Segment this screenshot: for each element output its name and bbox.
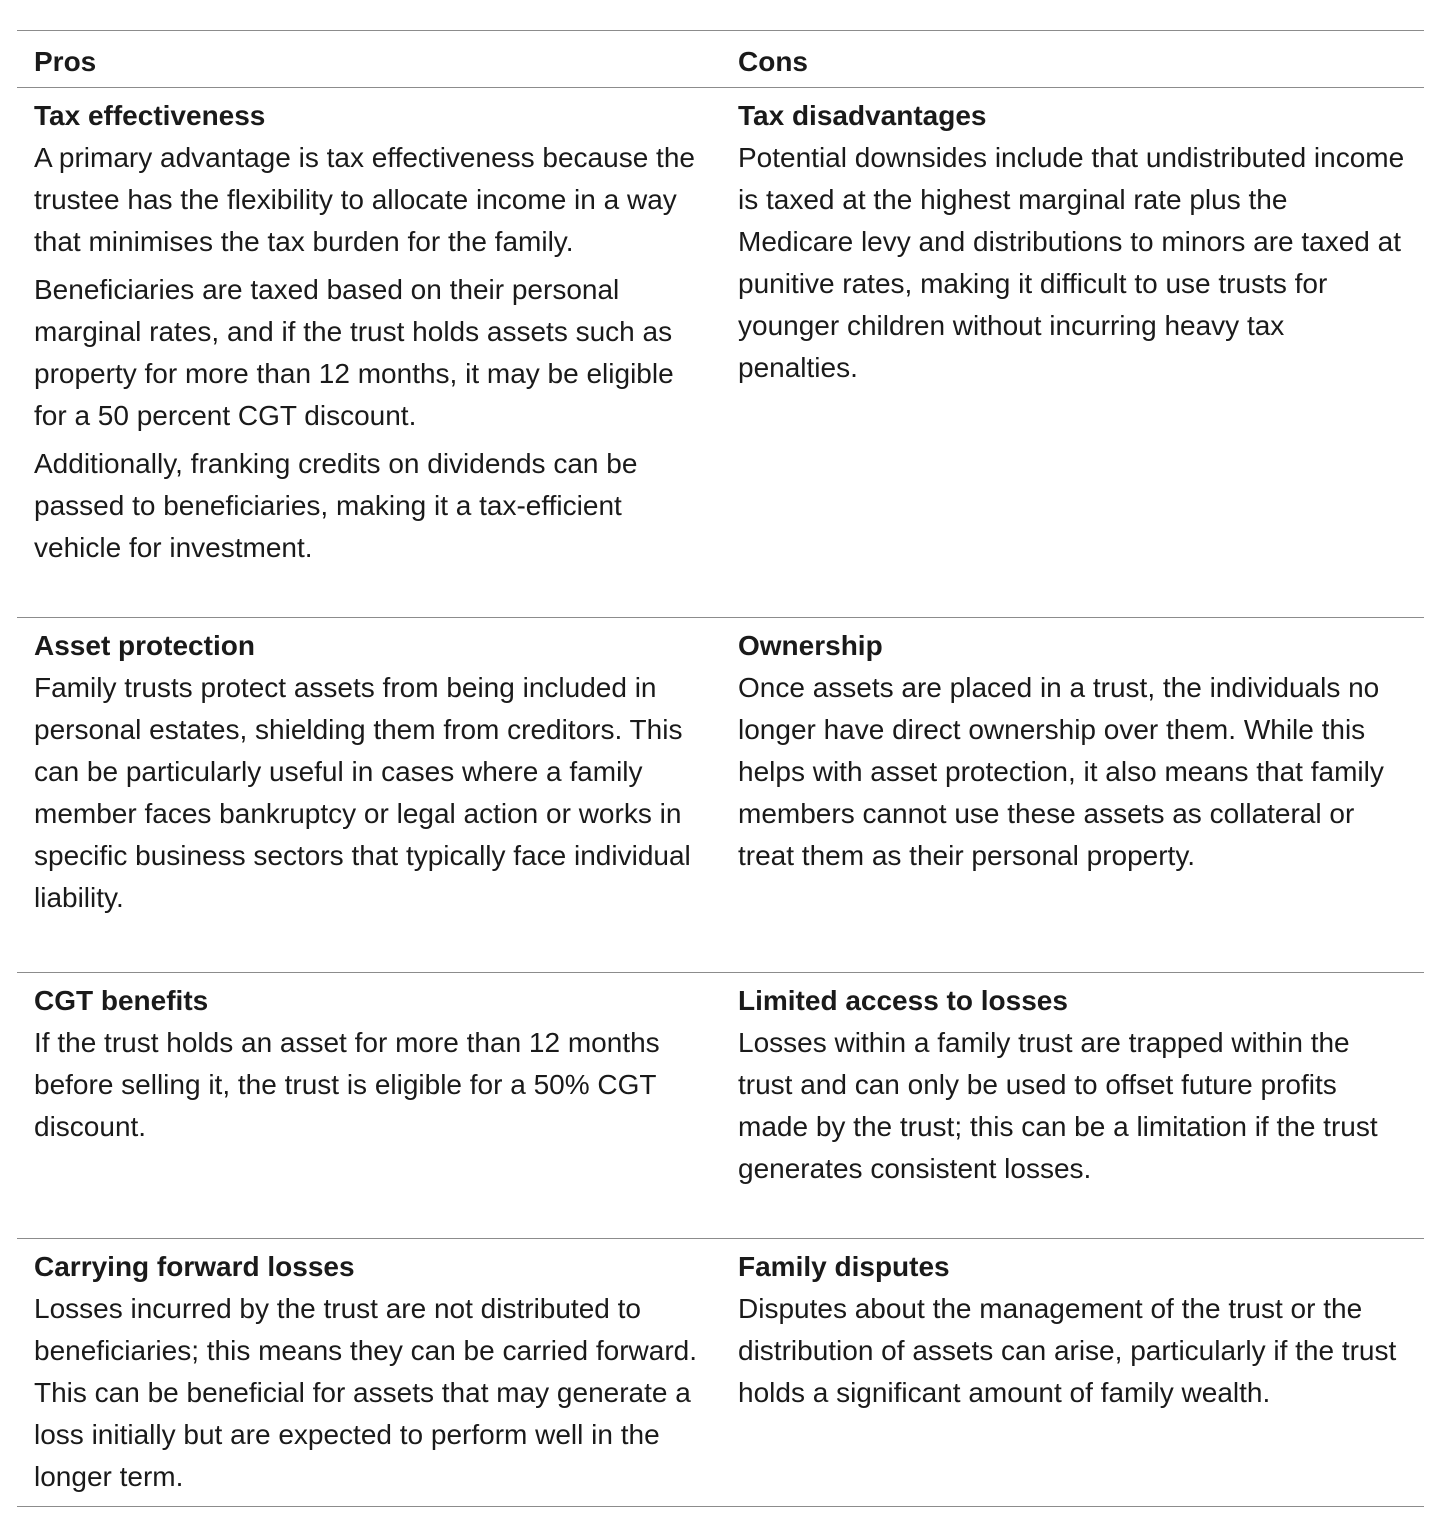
table-row (17, 973, 1424, 1239)
con-heading: Limited access to losses (738, 985, 1068, 1016)
table-row (17, 1239, 1424, 1507)
cons-column-header: Cons (738, 46, 808, 77)
pro-cell (17, 88, 721, 618)
pros-cons-table (17, 30, 1424, 1507)
pro-heading: Asset protection (34, 630, 255, 661)
pro-cell (17, 1239, 721, 1507)
con-paragraph: Potential downsides include that undistributed income is taxed at the highest marginal rate plus the Medicare levy and distributions to minors are taxed at punitive rates, making it difficult to use trusts for younger children without incurring heavy tax penalties. (738, 142, 1405, 383)
con-paragraph: Once assets are placed in a trust, the individuals no longer have direct ownership over them. While this helps with asset protection, it also means that family members cannot use these assets as collateral or treat them as their personal property. (738, 672, 1384, 871)
pro-paragraph: Additionally, franking credits on dividends can be passed to beneficiaries, making it a tax-efficient vehicle for investment. (34, 448, 638, 563)
con-heading: Ownership (738, 630, 883, 661)
con-heading: Family disputes (738, 1251, 950, 1282)
con-paragraph: Losses within a family trust are trapped within the trust and can only be used to offset future profits made by the trust; this can be a limitation if the trust generates consistent losses. (738, 1027, 1378, 1184)
pro-heading: Tax effectiveness (34, 100, 266, 131)
con-cell (721, 1239, 1424, 1507)
table-header-row (17, 31, 1424, 88)
con-paragraph: Disputes about the management of the trust or the distribution of assets can arise, particularly if the trust holds a significant amount of family wealth. (738, 1293, 1397, 1408)
con-cell (721, 973, 1424, 1239)
pro-paragraph: Losses incurred by the trust are not distributed to beneficiaries; this means they can be carried forward. This can be beneficial for assets that may generate a loss initially but are expected to perform well in the longer term. (34, 1293, 697, 1492)
pros-column-header: Pros (34, 46, 97, 77)
pro-heading: CGT benefits (34, 985, 209, 1016)
pro-paragraph: A primary advantage is tax effectiveness because the trustee has the flexibility to allocate income in a way that minimises the tax burden for the family. (34, 142, 695, 257)
con-cell (721, 88, 1424, 618)
pro-paragraph: If the trust holds an asset for more than 12 months before selling it, the trust is eligible for a 50% CGT discount. (34, 1027, 660, 1142)
pro-cell (17, 973, 721, 1239)
pro-cell (17, 618, 721, 973)
pro-paragraph: Beneficiaries are taxed based on their personal marginal rates, and if the trust holds assets such as property for more than 12 months, it may be eligible for a 50 percent CGT discount. (34, 274, 674, 431)
con-heading: Tax disadvantages (738, 100, 987, 131)
con-cell (721, 618, 1424, 973)
table-row (17, 88, 1424, 618)
pros-cons-document (17, 30, 1424, 1507)
pro-paragraph: Family trusts protect assets from being included in personal estates, shielding them from creditors. This can be particularly useful in cases where a family member faces bankruptcy or legal action or works in specific business sectors that typically face individual liability. (34, 672, 691, 913)
table-row (17, 618, 1424, 973)
pro-heading: Carrying forward losses (34, 1251, 355, 1282)
